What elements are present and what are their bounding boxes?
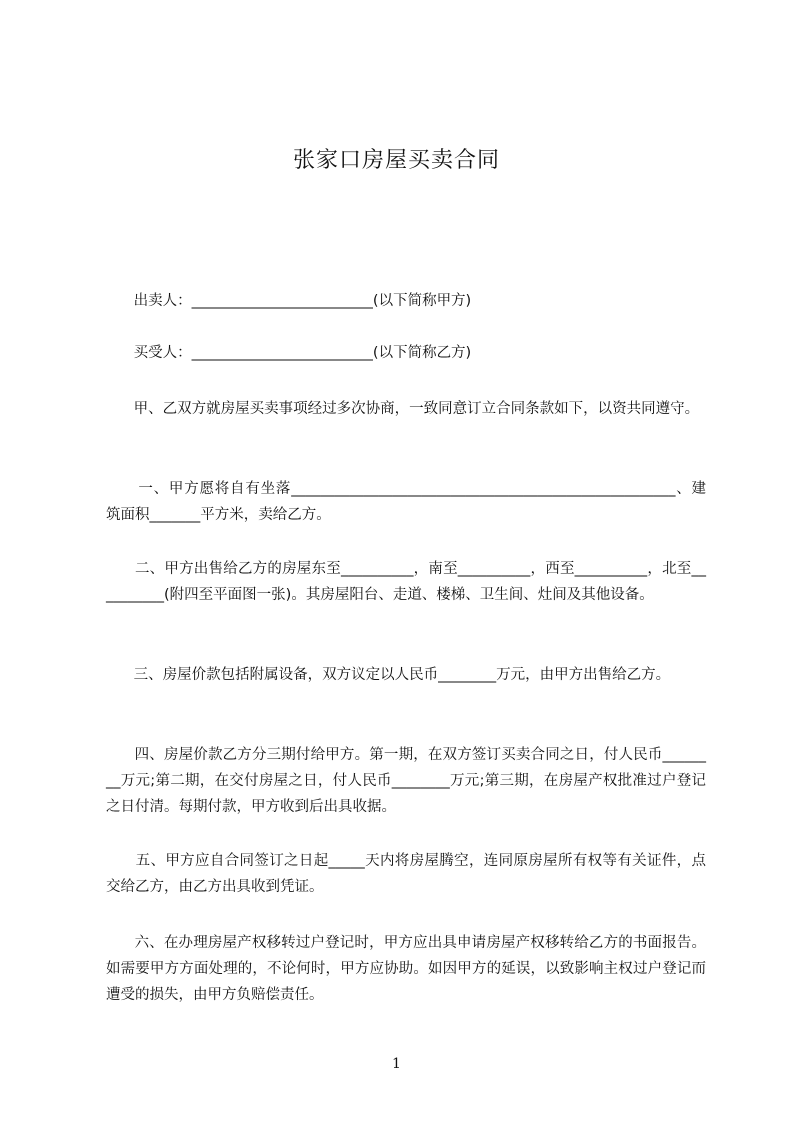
- clause-5: 五、甲方应自合同签订之日起_____天内将房屋腾空，连同原房屋所有权等有关证件，点交给乙方，由乙方出具收到凭证。: [106, 853, 706, 895]
- clause-1: 一、甲方愿将自有坐落_____________________________________________________、建筑面积_______平方米，卖给乙方。: [106, 481, 707, 523]
- seller-line: 出卖人：_________________________(以下简称甲方): [106, 293, 472, 309]
- page-number: 1: [392, 1056, 401, 1072]
- clause-3: 三、房屋价款包括附属设备，双方议定以人民币________万元，由甲方出售给乙方。: [106, 667, 671, 683]
- clause-6: 六、在办理房屋产权移转过户登记时，甲方应出具申请房屋产权移转给乙方的书面报告。如需要甲方方面处理的，不论何时，甲方应协助。如因甲方的延误，以致影响主权过户登记而遭受的损失，由甲方负赔偿责任。: [106, 935, 707, 1003]
- clause-2: 二、甲方出售给乙方的房屋东至__________，南至__________，西至__________，北至__________(附四至平面图一张)。其房屋阳台、走道、楼梯、卫生间、灶间及其他设备。: [106, 561, 707, 603]
- buyer-line: 买受人：_________________________(以下简称乙方): [106, 345, 472, 361]
- document-title: 张家口房屋买卖合同: [292, 148, 500, 173]
- preamble-paragraph: 甲、乙双方就房屋买卖事项经过多次协商，一致同意订立合同条款如下，以资共同遵守。: [106, 401, 700, 417]
- clause-4: 四、房屋价款乙方分三期付给甲方。第一期，在双方签订买卖合同之日，付人民币________万元;第二期，在交付房屋之日，付人民币________万元;第三期，在房屋产权批准过户登记之日付清。每期付款，甲方收到后出具收据。: [106, 747, 707, 815]
